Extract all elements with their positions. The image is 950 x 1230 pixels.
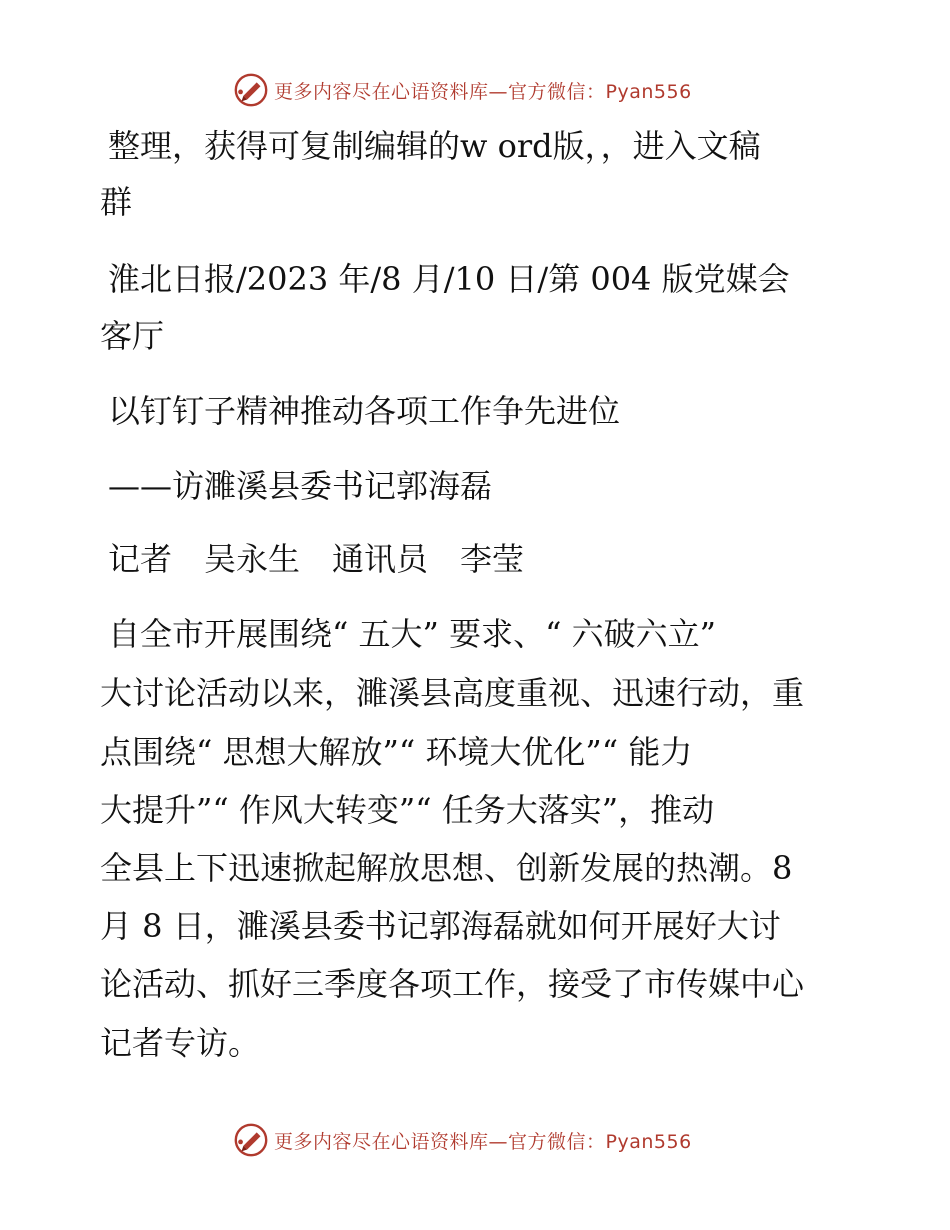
- source-line: 淮北日报/2023 年/8 月/10 日/第 004 版党媒会: [108, 260, 790, 298]
- body-line: 自全市开展围绕“ 五大” 要求、“ 六破六立”: [108, 615, 716, 653]
- footer-banner: [0, 1120, 950, 1160]
- byline: 记者 吴永生 通讯员 李莹: [108, 540, 525, 578]
- article-subtitle: ——访濉溪县委书记郭海磊: [108, 467, 493, 505]
- body-line: 月 8 日，濉溪县委书记郭海磊就如何开展好大讨: [100, 907, 781, 945]
- body-line: 大讨论活动以来，濉溪县高度重视、迅速行动，重: [100, 674, 805, 712]
- source-line: 客厅: [100, 317, 165, 355]
- header-banner: [0, 70, 950, 110]
- intro-line: 群: [100, 183, 133, 221]
- article-title: 以钉钉子精神推动各项工作争先进位: [108, 392, 621, 430]
- pen-logo-icon: [232, 71, 270, 109]
- body-line: 论活动、抓好三季度各项工作，接受了市传媒中心: [100, 965, 805, 1003]
- pen-logo-icon: [232, 1121, 270, 1159]
- intro-line: 整理，获得可复制编辑的w ord版，，进入文稿: [108, 127, 761, 165]
- header-banner-text: 更多内容尽在心语资料库—官方微信：Pyan556: [274, 80, 692, 103]
- body-line: 记者专访。: [100, 1024, 261, 1062]
- body-line: 点围绕“ 思想大解放”“ 环境大优化”“ 能力: [100, 733, 693, 771]
- body-line: 大提升”“ 作风大转变”“ 任务大落实”，推动: [100, 791, 715, 829]
- footer-banner-text: 更多内容尽在心语资料库—官方微信：Pyan556: [274, 1130, 692, 1153]
- body-line: 全县上下迅速掀起解放思想、创新发展的热潮。8: [100, 849, 793, 887]
